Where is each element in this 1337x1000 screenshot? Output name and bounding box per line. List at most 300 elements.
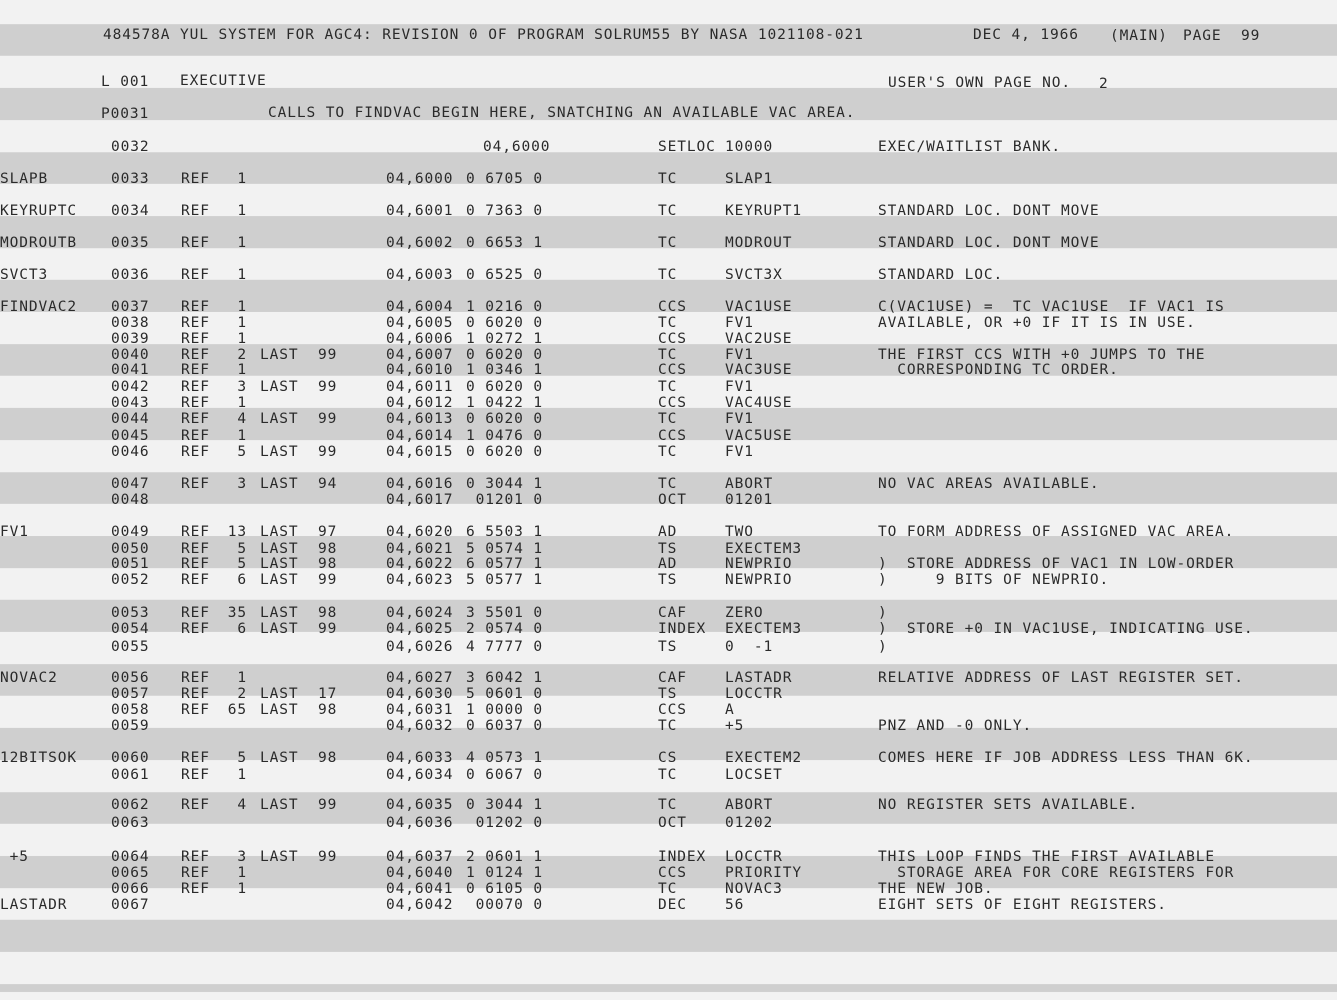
sequence-number: 0045 <box>111 428 150 444</box>
object-code: 4 0573 1 <box>466 750 544 766</box>
memory-address: 04,6011 <box>386 379 454 395</box>
object-code: 0 7363 0 <box>466 203 544 219</box>
location-label: 12BITSOK <box>0 750 78 766</box>
object-code: 0 6653 1 <box>466 235 544 251</box>
ref-keyword: REF <box>181 347 210 363</box>
operand: EXECTEM3 <box>725 541 803 557</box>
memory-address: 04,6025 <box>386 621 454 637</box>
last-page: 99 <box>318 347 338 363</box>
object-code: 1 0124 1 <box>466 865 544 881</box>
ref-keyword: REF <box>181 476 210 492</box>
ref-keyword: REF <box>181 362 210 378</box>
ref-count: 1 <box>237 767 247 783</box>
sequence-number: 0053 <box>111 605 150 621</box>
listing-row <box>0 670 1337 686</box>
opcode: TC <box>658 379 678 395</box>
ref-keyword: REF <box>181 235 210 251</box>
sequence-number: 0051 <box>111 556 150 572</box>
opcode: TC <box>658 411 678 427</box>
memory-address: 04,6041 <box>386 881 454 897</box>
sequence-number: 0038 <box>111 315 150 331</box>
opcode: CCS <box>658 702 687 718</box>
sequence-number: 0062 <box>111 797 150 813</box>
last-keyword: LAST <box>260 702 299 718</box>
object-code: 00070 0 <box>466 897 544 913</box>
opcode: CCS <box>658 362 687 378</box>
ref-keyword: REF <box>181 299 210 315</box>
last-keyword: LAST <box>260 411 299 427</box>
opcode: CS <box>658 750 678 766</box>
opcode: CCS <box>658 428 687 444</box>
operand: ZERO <box>725 605 764 621</box>
object-code: 2 0601 1 <box>466 849 544 865</box>
object-code: 0 6020 0 <box>466 315 544 331</box>
sequence-number: 0059 <box>111 718 150 734</box>
opcode: AD <box>658 556 678 572</box>
memory-address: 04,6042 <box>386 897 454 913</box>
object-code: 5 0574 1 <box>466 541 544 557</box>
last-keyword: LAST <box>260 750 299 766</box>
ref-count: 1 <box>237 670 247 686</box>
sequence-number: 0033 <box>111 171 150 187</box>
memory-address: 04,6027 <box>386 670 454 686</box>
object-code: 0 6020 0 <box>466 411 544 427</box>
listing-row <box>0 331 1337 347</box>
ref-keyword: REF <box>181 686 210 702</box>
memory-address: 04,6022 <box>386 556 454 572</box>
last-keyword: LAST <box>260 347 299 363</box>
ref-keyword: REF <box>181 267 210 283</box>
ref-keyword: REF <box>181 379 210 395</box>
ref-count: 1 <box>237 881 247 897</box>
page-number: 99 <box>1241 28 1261 44</box>
memory-address: 04,6012 <box>386 395 454 411</box>
memory-address: 04,6036 <box>386 815 454 831</box>
operand: KEYRUPT1 <box>725 203 803 219</box>
ref-count: 1 <box>237 865 247 881</box>
listing-row <box>0 428 1337 444</box>
operand: ABORT <box>725 476 774 492</box>
listing-row <box>0 171 1337 187</box>
users-page-number: 2 <box>1099 76 1109 92</box>
page-label: PAGE <box>1183 28 1222 44</box>
operand: FV1 <box>725 315 754 331</box>
comment: STANDARD LOC. DONT MOVE <box>878 235 1100 251</box>
memory-address: 04,6015 <box>386 444 454 460</box>
last-page: 97 <box>318 524 338 540</box>
opcode: TC <box>658 171 678 187</box>
operand: +5 <box>725 718 745 734</box>
comment: EIGHT SETS OF EIGHT REGISTERS. <box>878 897 1167 913</box>
ref-count: 1 <box>237 299 247 315</box>
last-keyword: LAST <box>260 541 299 557</box>
ref-count: 6 <box>237 572 247 588</box>
operand: 01202 <box>725 815 774 831</box>
location-label: MODROUTB <box>0 235 78 251</box>
object-code: 01201 0 <box>466 492 544 508</box>
memory-address: 04,6007 <box>386 347 454 363</box>
listing-row <box>0 235 1337 251</box>
object-code: 0 6037 0 <box>466 718 544 734</box>
object-code: 1 0272 1 <box>466 331 544 347</box>
last-keyword: LAST <box>260 686 299 702</box>
operand: LOCCTR <box>725 849 783 865</box>
listing-row <box>0 639 1337 655</box>
object-code: 0 3044 1 <box>466 476 544 492</box>
operand: 10000 <box>725 139 774 155</box>
memory-address: 04,6040 <box>386 865 454 881</box>
last-page: 94 <box>318 476 338 492</box>
listing-row <box>0 139 1337 155</box>
location-label: LASTADR <box>0 897 68 913</box>
opcode: TC <box>658 235 678 251</box>
sequence-number: 0041 <box>111 362 150 378</box>
object-code: 0 6020 0 <box>466 347 544 363</box>
opcode: CCS <box>658 865 687 881</box>
last-page: 99 <box>318 797 338 813</box>
location-label: SVCT3 <box>0 267 49 283</box>
memory-address: 04,6031 <box>386 702 454 718</box>
memory-address: 04,6037 <box>386 849 454 865</box>
opcode: CCS <box>658 331 687 347</box>
ref-count: 5 <box>237 541 247 557</box>
last-page: 99 <box>318 621 338 637</box>
object-code: 01202 0 <box>466 815 544 831</box>
location-label: KEYRUPTC <box>0 203 78 219</box>
object-code: 0 3044 1 <box>466 797 544 813</box>
object-code: 5 0577 1 <box>466 572 544 588</box>
last-page: 99 <box>318 411 338 427</box>
sequence-number: 0052 <box>111 572 150 588</box>
ref-count: 4 <box>237 797 247 813</box>
ref-keyword: REF <box>181 605 210 621</box>
sequence-number: 0066 <box>111 881 150 897</box>
ref-count: 2 <box>237 686 247 702</box>
opcode: TC <box>658 267 678 283</box>
comment: RELATIVE ADDRESS OF LAST REGISTER SET. <box>878 670 1244 686</box>
object-code: 0 6525 0 <box>466 267 544 283</box>
sequence-number: 0063 <box>111 815 150 831</box>
object-code: 04,6000 <box>483 139 551 155</box>
memory-address: 04,6034 <box>386 767 454 783</box>
opcode: CAF <box>658 670 687 686</box>
memory-address: 04,6000 <box>386 171 454 187</box>
comment: STANDARD LOC. <box>878 267 1004 283</box>
object-code: 2 0574 0 <box>466 621 544 637</box>
location-label: NOVAC2 <box>0 670 58 686</box>
sequence-number: 0064 <box>111 849 150 865</box>
ref-keyword: REF <box>181 428 210 444</box>
sequence-number: 0034 <box>111 203 150 219</box>
listing-row <box>0 815 1337 831</box>
comment: ) <box>878 605 888 621</box>
listing-row <box>0 395 1337 411</box>
sequence-number: 0060 <box>111 750 150 766</box>
ref-keyword: REF <box>181 881 210 897</box>
listing-row <box>0 444 1337 460</box>
opcode: INDEX <box>658 621 707 637</box>
listing-date: DEC 4, 1966 <box>973 27 1079 43</box>
object-code: 6 5503 1 <box>466 524 544 540</box>
sequence-number: 0044 <box>111 411 150 427</box>
operand: MODROUT <box>725 235 793 251</box>
ref-keyword: REF <box>181 411 210 427</box>
ref-keyword: REF <box>181 444 210 460</box>
operand: TWO <box>725 524 754 540</box>
comment: EXEC/WAITLIST BANK. <box>878 139 1061 155</box>
ref-count: 2 <box>237 347 247 363</box>
ref-count: 1 <box>237 171 247 187</box>
object-code: 1 0476 0 <box>466 428 544 444</box>
operand: LOCSET <box>725 767 783 783</box>
sequence-number: 0047 <box>111 476 150 492</box>
last-page: 98 <box>318 556 338 572</box>
operand: FV1 <box>725 411 754 427</box>
sequence-number: 0061 <box>111 767 150 783</box>
last-keyword: LAST <box>260 621 299 637</box>
listing-row <box>0 203 1337 219</box>
operand: PRIORITY <box>725 865 803 881</box>
opcode: TC <box>658 718 678 734</box>
object-code: 3 6042 1 <box>466 670 544 686</box>
ref-count: 1 <box>237 235 247 251</box>
operand: A <box>725 702 735 718</box>
ref-keyword: REF <box>181 572 210 588</box>
operand: FV1 <box>725 379 754 395</box>
sequence-number: 0040 <box>111 347 150 363</box>
comment: NO VAC AREAS AVAILABLE. <box>878 476 1100 492</box>
operand: 56 <box>725 897 745 913</box>
listing-row <box>0 411 1337 427</box>
listing-row <box>0 541 1337 557</box>
sequence-number: 0054 <box>111 621 150 637</box>
comment: ) STORE +0 IN VAC1USE, INDICATING USE. <box>878 621 1254 637</box>
object-code: 4 7777 0 <box>466 639 544 655</box>
listing-row <box>0 524 1337 540</box>
operand: VAC1USE <box>725 299 793 315</box>
comment: TO FORM ADDRESS OF ASSIGNED VAC AREA. <box>878 524 1235 540</box>
ref-keyword: REF <box>181 621 210 637</box>
sequence-number: 0037 <box>111 299 150 315</box>
operand: NEWPRIO <box>725 572 793 588</box>
listing-row <box>0 315 1337 331</box>
listing-row <box>0 750 1337 766</box>
comment: STANDARD LOC. DONT MOVE <box>878 203 1100 219</box>
comment: COMES HERE IF JOB ADDRESS LESS THAN 6K. <box>878 750 1254 766</box>
operand: EXECTEM3 <box>725 621 803 637</box>
remark-text: CALLS TO FINDVAC BEGIN HERE, SNATCHING AN AVAILABLE VAC AREA. <box>268 105 856 121</box>
last-page: 99 <box>318 849 338 865</box>
ref-keyword: REF <box>181 849 210 865</box>
object-code: 5 0601 0 <box>466 686 544 702</box>
opcode: TC <box>658 347 678 363</box>
listing-row <box>0 881 1337 897</box>
comment: C(VAC1USE) = TC VAC1USE IF VAC1 IS <box>878 299 1225 315</box>
comment: THIS LOOP FINDS THE FIRST AVAILABLE <box>878 849 1216 865</box>
listing-section: (MAIN) <box>1110 28 1168 44</box>
listing-row <box>0 718 1337 734</box>
comment: THE NEW JOB. <box>878 881 994 897</box>
memory-address: 04,6021 <box>386 541 454 557</box>
location-label: SLAPB <box>0 171 49 187</box>
object-code: 6 0577 1 <box>466 556 544 572</box>
ref-keyword: REF <box>181 203 210 219</box>
operand: NOVAC3 <box>725 881 783 897</box>
location-label: +5 <box>0 849 29 865</box>
comment: ) 9 BITS OF NEWPRIO. <box>878 572 1110 588</box>
last-page: 99 <box>318 444 338 460</box>
listing-row <box>0 621 1337 637</box>
last-keyword: LAST <box>260 556 299 572</box>
listing-row <box>0 267 1337 283</box>
comment: STORAGE AREA FOR CORE REGISTERS FOR <box>878 865 1235 881</box>
ref-count: 1 <box>237 331 247 347</box>
object-code: 1 0346 1 <box>466 362 544 378</box>
operand: VAC5USE <box>725 428 793 444</box>
listing-row <box>0 897 1337 913</box>
sequence-number: 0042 <box>111 379 150 395</box>
ref-keyword: REF <box>181 524 210 540</box>
last-keyword: LAST <box>260 849 299 865</box>
sequence-number: 0035 <box>111 235 150 251</box>
memory-address: 04,6016 <box>386 476 454 492</box>
opcode: AD <box>658 524 678 540</box>
listing-title: 484578A YUL SYSTEM FOR AGC4: REVISION 0 OF PROGRAM SOLRUM55 BY NASA 1021108-021 <box>103 27 864 43</box>
operand: VAC3USE <box>725 362 793 378</box>
opcode: TS <box>658 639 678 655</box>
comment: THE FIRST CCS WITH +0 JUMPS TO THE <box>878 347 1206 363</box>
listing-row <box>0 865 1337 881</box>
listing-row <box>0 476 1337 492</box>
sequence-number: 0048 <box>111 492 150 508</box>
ref-count: 65 <box>227 702 247 718</box>
location-label: FINDVAC2 <box>0 299 78 315</box>
last-page: 98 <box>318 750 338 766</box>
ref-count: 3 <box>237 476 247 492</box>
sequence-number: 0043 <box>111 395 150 411</box>
sequence-number: 0055 <box>111 639 150 655</box>
opcode: SETLOC <box>658 139 716 155</box>
listing-row <box>0 556 1337 572</box>
operand: LASTADR <box>725 670 793 686</box>
opcode: TC <box>658 203 678 219</box>
ref-count: 1 <box>237 315 247 331</box>
ref-keyword: REF <box>181 797 210 813</box>
last-page: 98 <box>318 541 338 557</box>
object-code: 0 6067 0 <box>466 767 544 783</box>
memory-address: 04,6017 <box>386 492 454 508</box>
opcode: TC <box>658 881 678 897</box>
comment: PNZ AND -0 ONLY. <box>878 718 1033 734</box>
listing-row <box>0 767 1337 783</box>
object-code: 0 6020 0 <box>466 444 544 460</box>
object-code: 1 0422 1 <box>466 395 544 411</box>
sequence-number: 0039 <box>111 331 150 347</box>
ref-count: 1 <box>237 395 247 411</box>
listing-row <box>0 702 1337 718</box>
ref-count: 1 <box>237 362 247 378</box>
ref-keyword: REF <box>181 395 210 411</box>
location-label: FV1 <box>0 524 29 540</box>
last-keyword: LAST <box>260 476 299 492</box>
memory-address: 04,6023 <box>386 572 454 588</box>
ref-count: 5 <box>237 444 247 460</box>
ref-keyword: REF <box>181 750 210 766</box>
last-keyword: LAST <box>260 379 299 395</box>
operand: VAC2USE <box>725 331 793 347</box>
memory-address: 04,6026 <box>386 639 454 655</box>
opcode: TS <box>658 686 678 702</box>
operand: 0 -1 <box>725 639 774 655</box>
ref-keyword: REF <box>181 670 210 686</box>
listing-row <box>0 849 1337 865</box>
log-number: L 001 <box>101 74 150 90</box>
ref-count: 35 <box>227 605 247 621</box>
listing-row <box>0 686 1337 702</box>
opcode: TC <box>658 444 678 460</box>
sequence-number: 0032 <box>111 139 150 155</box>
ref-count: 5 <box>237 556 247 572</box>
memory-address: 04,6024 <box>386 605 454 621</box>
ref-count: 1 <box>237 267 247 283</box>
opcode: TC <box>658 476 678 492</box>
ref-count: 6 <box>237 621 247 637</box>
comment: CORRESPONDING TC ORDER. <box>878 362 1119 378</box>
opcode: OCT <box>658 492 687 508</box>
last-keyword: LAST <box>260 572 299 588</box>
opcode: INDEX <box>658 849 707 865</box>
ref-keyword: REF <box>181 702 210 718</box>
last-keyword: LAST <box>260 444 299 460</box>
listing-row <box>0 299 1337 315</box>
last-page: 99 <box>318 572 338 588</box>
ref-keyword: REF <box>181 541 210 557</box>
sequence-number: 0056 <box>111 670 150 686</box>
opcode: TC <box>658 767 678 783</box>
object-code: 0 6105 0 <box>466 881 544 897</box>
memory-address: 04,6033 <box>386 750 454 766</box>
ref-keyword: REF <box>181 865 210 881</box>
ref-count: 1 <box>237 203 247 219</box>
last-keyword: LAST <box>260 797 299 813</box>
listing-row <box>0 572 1337 588</box>
operand: SVCT3X <box>725 267 783 283</box>
sequence-number: 0065 <box>111 865 150 881</box>
ref-count: 13 <box>227 524 247 540</box>
ref-count: 4 <box>237 411 247 427</box>
opcode: DEC <box>658 897 687 913</box>
users-page-label: USER'S OWN PAGE NO. <box>888 75 1071 91</box>
comment: ) STORE ADDRESS OF VAC1 IN LOW-ORDER <box>878 556 1235 572</box>
opcode: CCS <box>658 299 687 315</box>
listing-row <box>0 379 1337 395</box>
memory-address: 04,6005 <box>386 315 454 331</box>
remark-sequence: P0031 <box>101 106 150 122</box>
opcode: OCT <box>658 815 687 831</box>
ref-keyword: REF <box>181 315 210 331</box>
object-code: 0 6020 0 <box>466 379 544 395</box>
memory-address: 04,6002 <box>386 235 454 251</box>
ref-count: 5 <box>237 750 247 766</box>
memory-address: 04,6014 <box>386 428 454 444</box>
opcode: TS <box>658 541 678 557</box>
ref-keyword: REF <box>181 556 210 572</box>
sequence-number: 0046 <box>111 444 150 460</box>
operand: SLAP1 <box>725 171 774 187</box>
sequence-number: 0058 <box>111 702 150 718</box>
memory-address: 04,6004 <box>386 299 454 315</box>
last-page: 99 <box>318 379 338 395</box>
